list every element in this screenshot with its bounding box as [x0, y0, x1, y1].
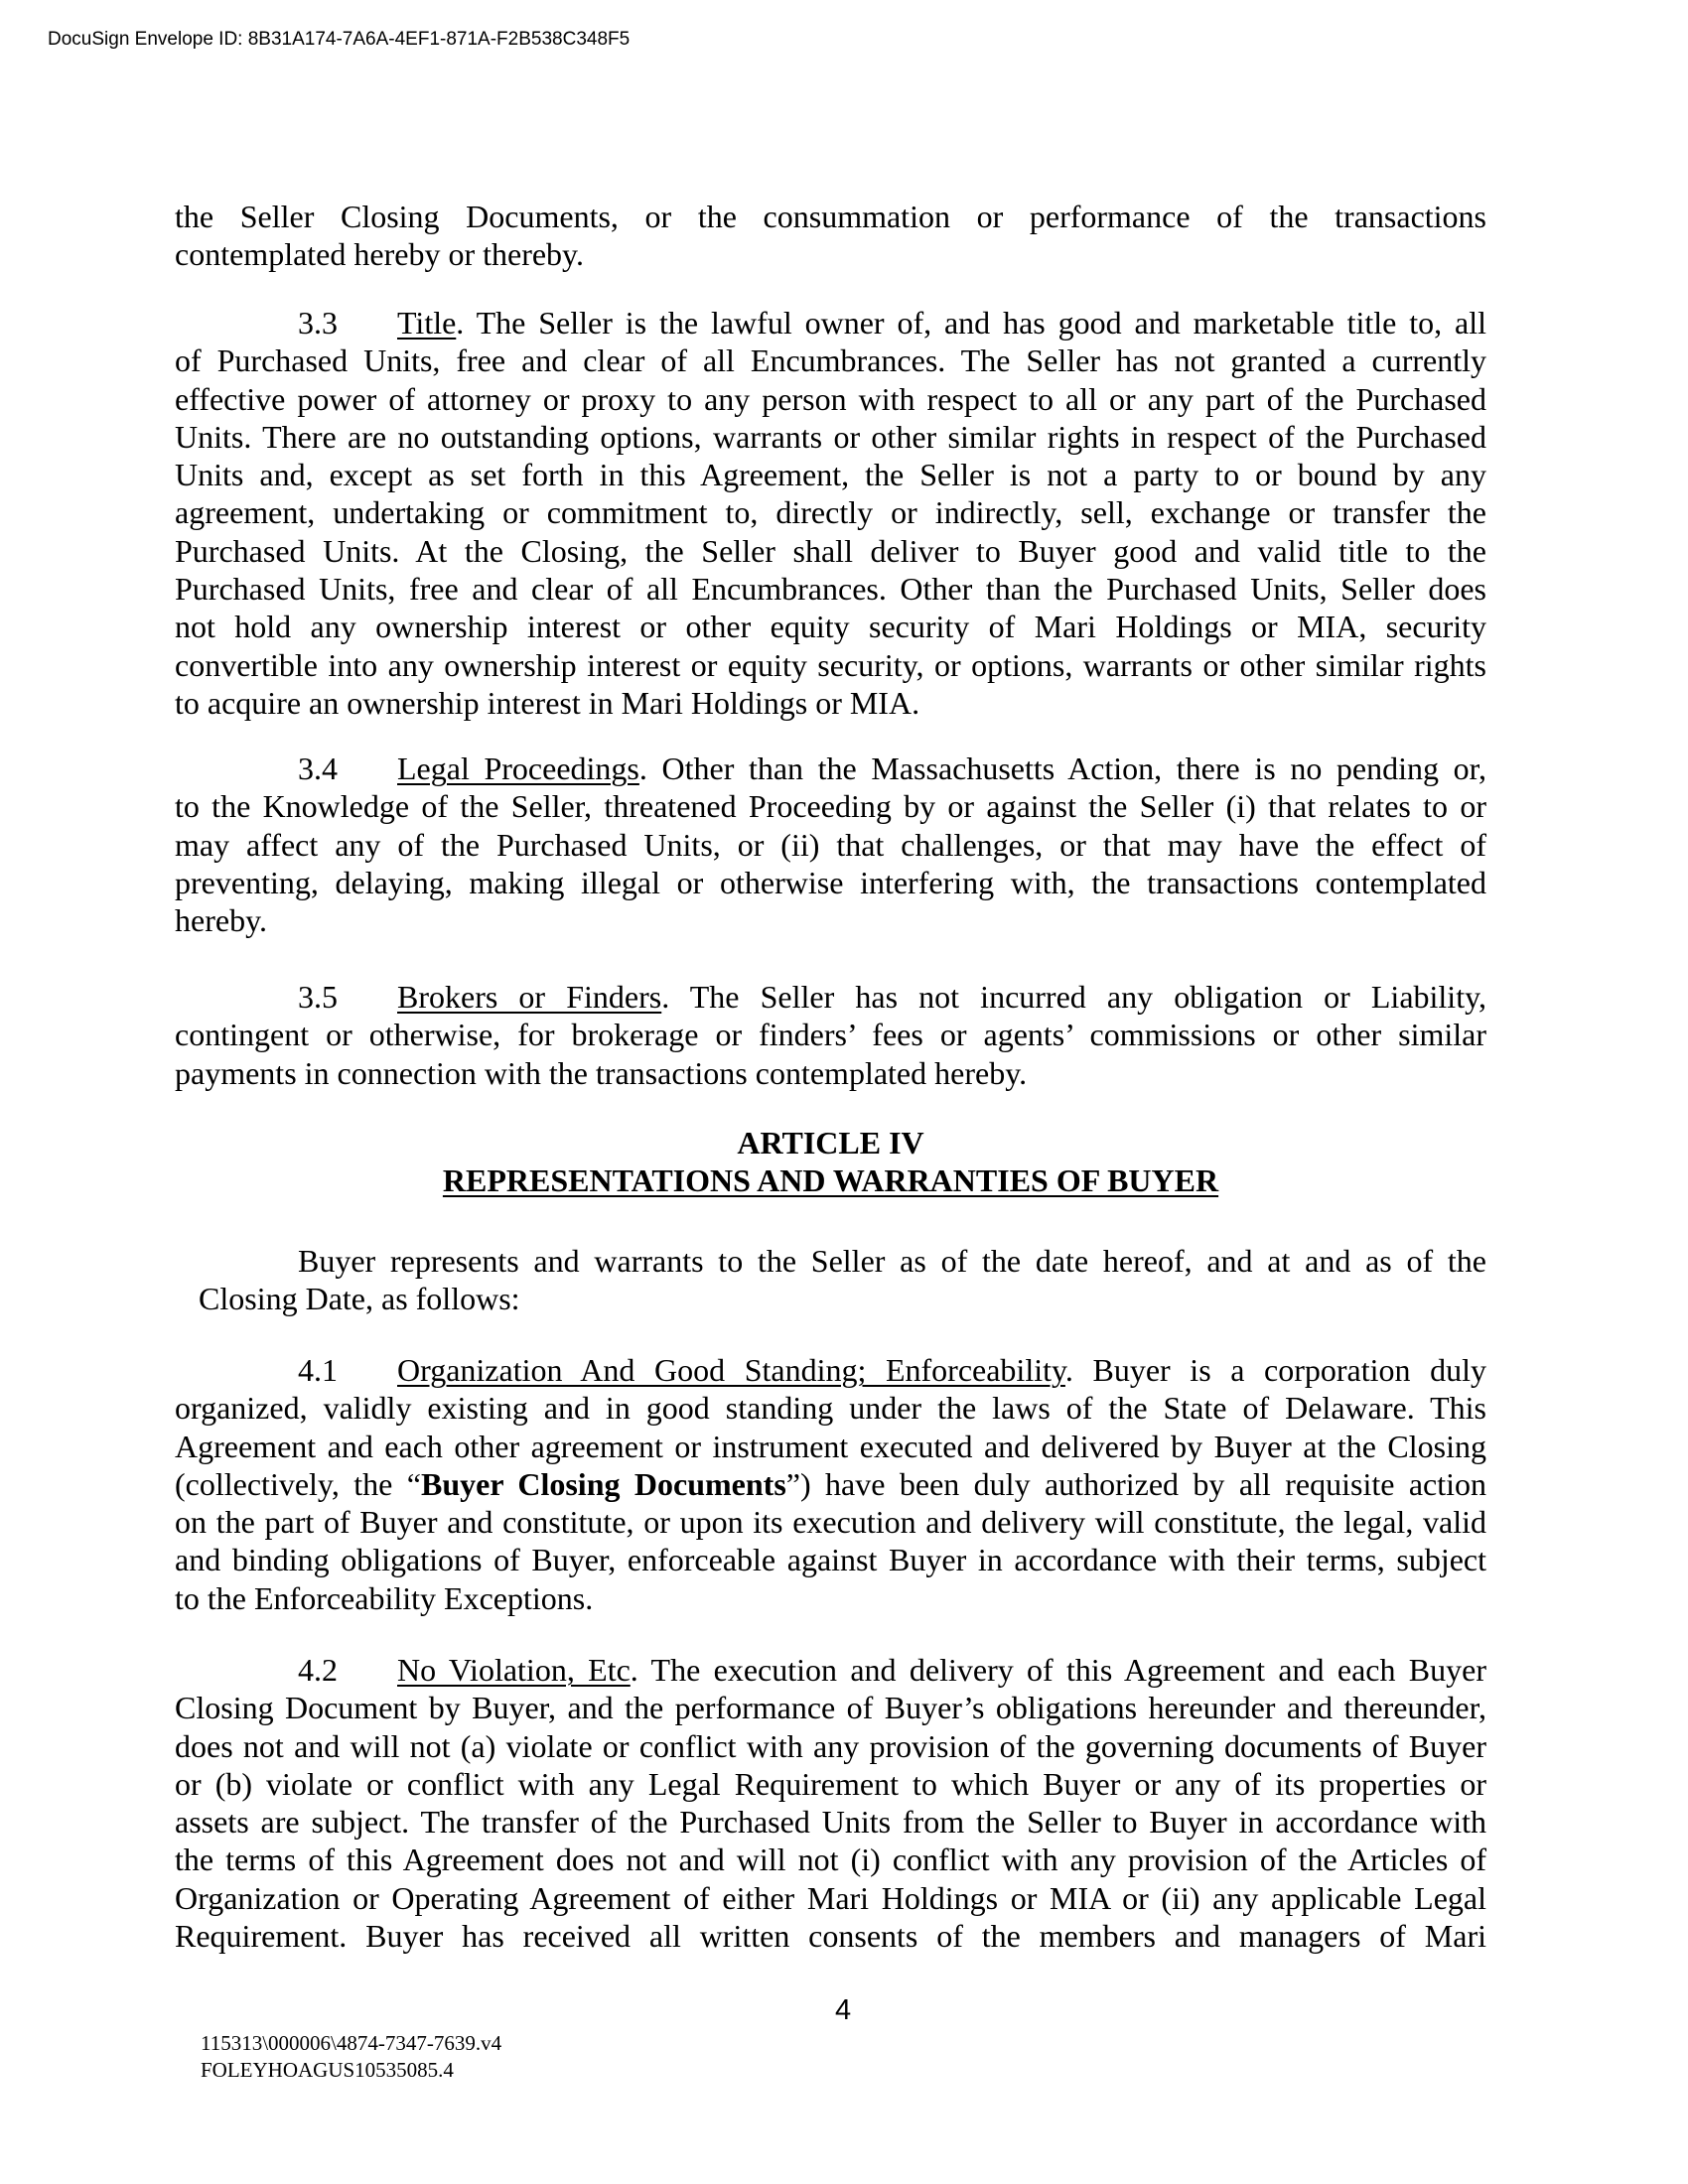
section-number: 3.3: [298, 305, 338, 341]
section-heading: Brokers or Finders: [397, 979, 662, 1015]
text-line: not hold any ownership interest or other equity security of Mari Holdings or MIA, security: [175, 609, 1486, 645]
text-line: convertible into any ownership interest or equity security, or options, warrants or other similar rights: [175, 646, 1486, 683]
text-line: preventing, delaying, making illegal or otherwise interfering with, the transactions contemplated: [175, 864, 1486, 900]
text-line: may affect any of the Purchased Units, or (ii) that challenges, or that may have the effect of: [175, 826, 1486, 863]
text-run: . The Seller is the lawful owner of, and has good and marketable title to, all: [456, 305, 1486, 341]
text-line: [175, 1465, 1486, 1503]
text-line: effective power of attorney or proxy to any person with respect to all or any part of the Purchased: [175, 380, 1486, 417]
text-line: Agreement and each other agreement or instrument executed and delivered by Buyer at the Closing: [175, 1428, 1486, 1464]
text-line: contingent or otherwise, for brokerage or finders’ fees or agents’ commissions or other similar: [175, 1017, 1486, 1053]
article-title: REPRESENTATIONS AND WARRANTIES OF BUYER: [442, 1162, 1219, 1199]
page-number: 4: [835, 1994, 852, 2026]
text-line: or (b) violate or conflict with any Legal Requirement to which Buyer or any of its properties or: [175, 1765, 1486, 1802]
text-line: does not and will not (a) violate or conflict with any provision of the governing documents of Buyer: [175, 1727, 1486, 1764]
section-heading: Legal Proceedings: [397, 751, 639, 786]
text-line: Closing Date, as follows:: [199, 1281, 520, 1317]
text-line: of Purchased Units, free and clear of all Encumbrances. The Seller has not granted a currently: [175, 342, 1486, 379]
defined-term: Buyer Closing Documents: [420, 1465, 786, 1502]
text-line: to the Enforceability Exceptions.: [175, 1579, 594, 1616]
text-line: to acquire an ownership interest in Mari Holdings or MIA.: [175, 684, 920, 721]
section-number: 4.1: [298, 1352, 338, 1388]
text-line: Organization or Operating Agreement of either Mari Holdings or MIA or (ii) any applicable Legal: [175, 1879, 1486, 1916]
text-line: assets are subject. The transfer of the Purchased Units from the Seller to Buyer in accordance with: [175, 1804, 1486, 1841]
text-line: Buyer represents and warrants to the Seller as of the date hereof, and at and as of the: [298, 1243, 1486, 1279]
text-line: to the Knowledge of the Seller, threatened Proceeding by or against the Seller (i) that relates to or: [175, 788, 1486, 825]
section-first-line: [175, 978, 1486, 1016]
text-line: payments in connection with the transactions contemplated hereby.: [175, 1054, 1028, 1091]
text-run: . Other than the Massachusetts Action, there is no pending or,: [638, 751, 1487, 786]
section-first-line: [175, 1351, 1486, 1389]
text-line: Purchased Units, free and clear of all Encumbrances. Other than the Purchased Units, Seller does: [175, 571, 1486, 608]
section-3-4-legal-proceedings: [175, 750, 1486, 939]
footer-firm-id: FOLEYHOAGUS10535085.4: [201, 2057, 454, 2082]
text-line: organized, validly existing and in good standing under the laws of the State of Delaware. This: [175, 1390, 1486, 1427]
text-line: agreement, undertaking or commitment to, directly or indirectly, sell, exchange or transfer the: [175, 494, 1486, 531]
text-run: . The Seller has not incurred any obligation or Liability,: [661, 979, 1487, 1015]
text-line: Requirement. Buyer has received all written consents of the members and managers of Mari: [175, 1918, 1486, 1955]
section-first-line: [175, 1651, 1486, 1689]
section-4-2-no-violation: [175, 1651, 1486, 1955]
section-3-3-title: [175, 304, 1486, 722]
section-heading: Organization And Good Standing; Enforceability: [397, 1352, 1065, 1388]
text-line: Purchased Units. At the Closing, the Seller shall deliver to Buyer good and valid title to the: [175, 532, 1486, 569]
footer-doc-id: 115313\000006\4874-7347-7639.v4: [201, 2031, 502, 2055]
document-footer: [201, 2030, 501, 2083]
section-heading: Title: [397, 305, 457, 341]
section-number: 3.5: [298, 979, 338, 1015]
section-number: 4.2: [298, 1652, 338, 1688]
text-line: the Seller Closing Documents, or the consummation or performance of the transactions: [175, 199, 1486, 234]
text-line: contemplated hereby or thereby.: [175, 236, 584, 273]
text-line: Closing Document by Buyer, and the performance of Buyer’s obligations hereunder and thereunder,: [175, 1690, 1486, 1726]
text-run: . Buyer is a corporation duly: [1064, 1352, 1487, 1388]
section-number: 3.4: [298, 751, 338, 786]
section-heading: No Violation, Etc: [397, 1652, 631, 1688]
text-run: (collectively, the “: [175, 1465, 421, 1502]
docusign-envelope-id: DocuSign Envelope ID: 8B31A174-7A6A-4EF1-871A-F2B538C348F5: [48, 29, 631, 50]
article-intro-paragraph: [175, 1242, 1486, 1318]
text-run: . The execution and delivery of this Agreement and each Buyer: [630, 1652, 1487, 1688]
text-line: the terms of this Agreement does not and will not (i) conflict with any provision of the Articles of: [175, 1842, 1486, 1878]
text-line: Units and, except as set forth in this Agreement, the Seller is not a party to or bound by any: [175, 457, 1486, 493]
article-heading: [175, 1124, 1486, 1200]
continuation-paragraph: [175, 198, 1486, 274]
text-line: and binding obligations of Buyer, enforceable against Buyer in accordance with their terms, subject: [175, 1542, 1486, 1578]
text-line: hereby.: [175, 902, 267, 939]
text-line: Units. There are no outstanding options, warrants or other similar rights in respect of the Purchased: [175, 418, 1486, 455]
section-first-line: [175, 750, 1486, 787]
text-run: ”) have been duly authorized by all requisite action: [785, 1465, 1487, 1502]
text-line: on the part of Buyer and constitute, or upon its execution and delivery will constitute, the legal, valid: [175, 1504, 1486, 1541]
section-first-line: [175, 304, 1486, 341]
section-3-5-brokers-or-finders: [175, 978, 1486, 1092]
article-label: ARTICLE IV: [737, 1125, 924, 1160]
section-4-1-organization: [175, 1351, 1486, 1617]
